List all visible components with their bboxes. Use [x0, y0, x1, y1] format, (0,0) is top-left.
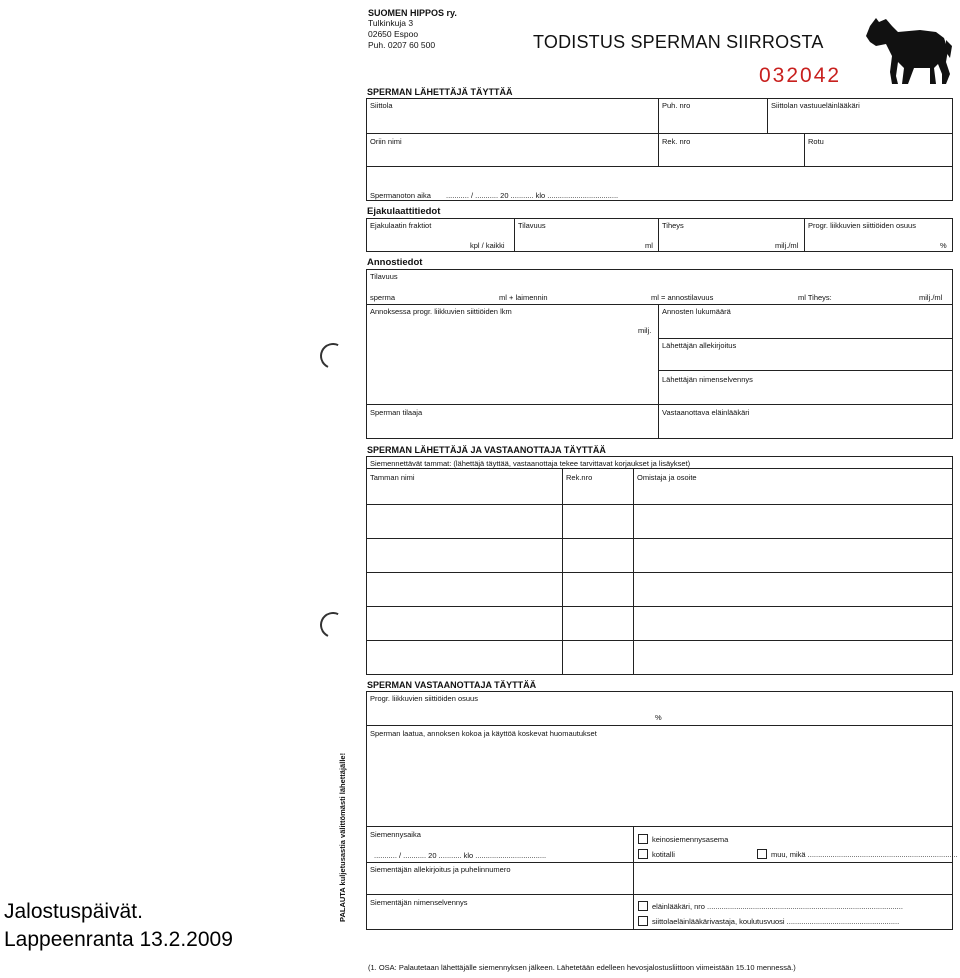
- label-elainlaakari: eläinlääkäri, nro ..............................................................................................: [652, 902, 903, 911]
- section2-heading: SPERMAN LÄHETTÄJÄ JA VASTAANOTTAJA TÄYTTÄÄ: [367, 445, 606, 455]
- section3-heading: SPERMAN VASTAANOTTAJA TÄYTTÄÄ: [367, 680, 537, 690]
- form-title: TODISTUS SPERMAN SIIRROSTA: [533, 32, 824, 52]
- label-siittolaelainlaakari: siittolaeläinlääkärivastaja, koulutusvuosi ......................................................: [652, 917, 900, 926]
- caption-line1: Jalostuspäivät.: [4, 900, 143, 923]
- label-nimenselvennys: Lähettäjän nimenselvennys: [662, 375, 753, 384]
- label-annoksessa: Annoksessa progr. liikkuvien siittiöiden lkm: [370, 307, 512, 316]
- label-milj-ml2: milj./ml: [919, 293, 943, 302]
- label-fraktiot: Ejakulaatin fraktiot: [370, 221, 432, 230]
- horse-logo-icon: [862, 12, 954, 90]
- label-tiheys: Tiheys: [662, 221, 684, 230]
- label-orin-nimi: Oriin nimi: [370, 137, 402, 146]
- unit-kpl-kaikki: kpl / kaikki: [470, 241, 505, 250]
- label-siementajan-nimenselvennys: Siementäjän nimenselvennys: [370, 898, 468, 907]
- label-puh-nro: Puh. nro: [662, 101, 691, 110]
- label-muu-mika: muu, mikä ........................................................................: [771, 850, 958, 859]
- spermanoton-aika-fill[interactable]: ........... / ........... 20 ........... klo ..................................: [446, 191, 619, 200]
- binder-hole: [316, 608, 349, 641]
- checkbox-elainlaakari[interactable]: [638, 901, 648, 911]
- label-annosten-lkm: Annosten lukumäärä: [662, 307, 731, 316]
- checkbox-muu[interactable]: [757, 849, 767, 859]
- label-siittola: Siittola: [370, 101, 393, 110]
- section2-subheading: Siemennettävät tammat: (lähettäjä täyttää, vastaanottaja tekee tarvittavat korjaukset ja lisäykset): [370, 459, 691, 468]
- org-phone: Puh. 0207 60 500: [368, 40, 436, 50]
- section1-box: [366, 98, 953, 201]
- side-note: PALAUTA kuljetusastia välittömästi lähettäjälle!: [338, 752, 347, 922]
- label-rek-nro-2: Rek.nro: [566, 473, 593, 482]
- footer-note: (1. OSA: Palautetaan lähettäjälle siemennyksen jälkeen. Lähetetään edelleen hevosjalostusliittoon viimeistään 15.10 mennessä.): [368, 963, 796, 972]
- label-ml-annostilavuus: ml = annostilavuus: [651, 293, 714, 302]
- label-annos-tilavuus: Tilavuus: [370, 272, 398, 281]
- label-laatu: Sperman laatua, annoksen kokoa ja käyttöä koskevat huomautukset: [370, 729, 597, 738]
- unit-ml: ml: [645, 241, 653, 250]
- label-siementajan-allekirjoitus: Siementäjän allekirjoitus ja puhelinnumero: [370, 865, 511, 874]
- siemennysaika-fill[interactable]: ........... / ........... 20 ........... klo ..................................: [374, 851, 547, 860]
- label-keinosiemennysasema: keinosiemennysasema: [652, 835, 729, 844]
- serial-number: 032042: [759, 64, 842, 87]
- label-siemennysaika: Siemennysaika: [370, 830, 421, 839]
- label-omistaja: Omistaja ja osoite: [637, 473, 697, 482]
- org-city: 02650 Espoo: [368, 29, 419, 39]
- section2-box: [366, 456, 953, 675]
- label-rek-nro: Rek. nro: [662, 137, 691, 146]
- label-allekirjoitus: Lähettäjän allekirjoitus: [662, 341, 737, 350]
- unit-milj: milj.: [638, 326, 652, 335]
- section1-heading: SPERMAN LÄHETTÄJÄ TÄYTTÄÄ: [367, 87, 513, 97]
- label-progr-osuus-3: Progr. liikkuvien siittiöiden osuus: [370, 694, 478, 703]
- checkbox-keinosiemennysasema[interactable]: [638, 834, 648, 844]
- label-rotu: Rotu: [808, 137, 824, 146]
- label-tilavuus: Tilavuus: [518, 221, 546, 230]
- label-vastuulaakari: Siittolan vastuueläinlääkäri: [771, 101, 860, 110]
- ejakulaatti-heading: Ejakulaattitiedot: [367, 206, 441, 217]
- unit-pct-3: %: [655, 713, 662, 722]
- label-ml-tiheys: ml Tiheys:: [798, 293, 832, 302]
- label-vastaanottava: Vastaanottava eläinlääkäri: [662, 408, 750, 417]
- binder-hole: [316, 339, 349, 372]
- org-name: SUOMEN HIPPOS ry.: [368, 8, 457, 18]
- caption-line2: Lappeenranta 13.2.2009: [4, 928, 233, 951]
- label-tamman-nimi: Tamman nimi: [370, 473, 415, 482]
- label-spermanoton-aika: Spermanoton aika: [370, 191, 431, 200]
- label-kotitalli: kotitalli: [652, 850, 675, 859]
- checkbox-kotitalli[interactable]: [638, 849, 648, 859]
- label-tilaaja: Sperman tilaaja: [370, 408, 423, 417]
- label-sperma: sperma: [370, 293, 396, 302]
- checkbox-siittolaelainlaakari[interactable]: [638, 916, 648, 926]
- label-ml-laimennin: ml + laimennin: [499, 293, 548, 302]
- unit-milj-ml: milj./ml: [775, 241, 799, 250]
- label-progr-osuus: Progr. liikkuvien siittiöiden osuus: [808, 221, 916, 230]
- annos-heading: Annostiedot: [367, 257, 423, 268]
- org-street: Tulkinkuja 3: [368, 18, 414, 28]
- unit-pct: %: [940, 241, 947, 250]
